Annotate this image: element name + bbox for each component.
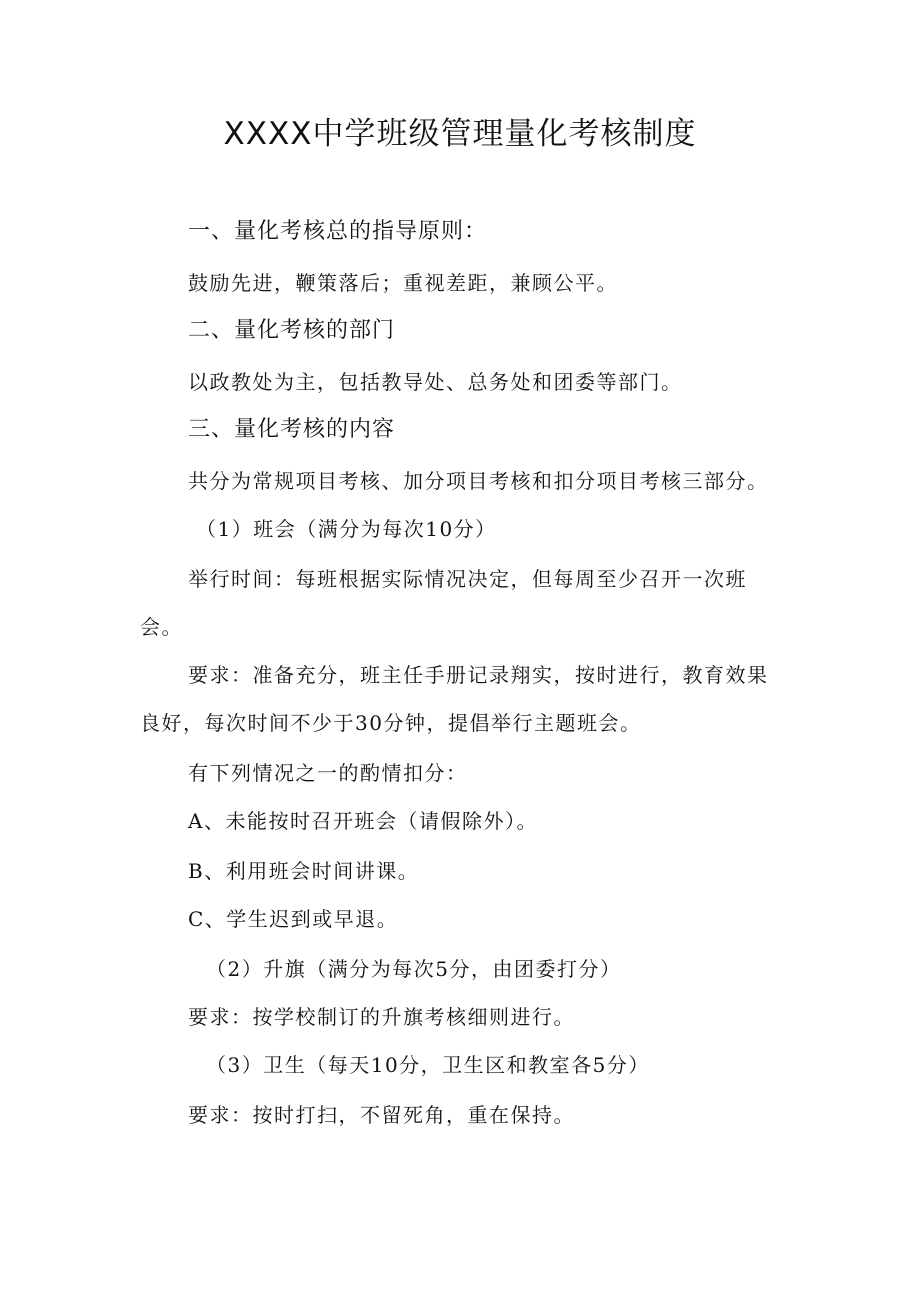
class-meeting-time-line-2: 会。 bbox=[140, 615, 183, 639]
class-meeting-time-line-1: 举行时间：每班根据实际情况决定，但每周至少召开一次班 bbox=[188, 567, 747, 591]
deduction-item-a: A、未能按时召开班会（请假除外）。 bbox=[188, 809, 538, 833]
class-meeting-requirement-line-1: 要求：准备充分，班主任手册记录翔实，按时进行，教育效果 bbox=[188, 663, 769, 687]
content-intro-text: 共分为常规项目考核、加分项目考核和扣分项目考核三部分。 bbox=[188, 469, 769, 493]
hygiene-requirement: 要求：按时打扫，不留死角，重在保持。 bbox=[188, 1103, 575, 1127]
departments-text: 以政教处为主，包括教导处、总务处和团委等部门。 bbox=[188, 370, 683, 394]
flag-raising-requirement: 要求：按学校制订的升旗考核细则进行。 bbox=[188, 1005, 575, 1029]
item-flag-raising-heading: （2）升旗（满分为每次5分，由团委打分） bbox=[206, 957, 622, 981]
document-title: XXXX中学班级管理量化考核制度 bbox=[223, 116, 697, 152]
section-heading-departments: 二、量化考核的部门 bbox=[188, 318, 396, 343]
deduction-item-b: B、利用班会时间讲课。 bbox=[188, 859, 420, 883]
section-heading-principles: 一、量化考核总的指导原则： bbox=[188, 219, 488, 244]
deduction-intro-text: 有下列情况之一的酌情扣分： bbox=[188, 761, 468, 785]
item-hygiene-heading: （3）卫生（每天10分，卫生区和教室各5分） bbox=[206, 1053, 650, 1077]
principles-text: 鼓励先进，鞭策落后；重视差距，兼顾公平。 bbox=[188, 271, 618, 295]
class-meeting-requirement-line-2: 良好，每次时间不少于30分钟，提倡举行主题班会。 bbox=[140, 711, 642, 735]
section-heading-content: 三、量化考核的内容 bbox=[188, 417, 396, 442]
item-class-meeting-heading: （1）班会（满分为每次10分） bbox=[196, 517, 497, 541]
deduction-item-c: C、学生迟到或早退。 bbox=[188, 907, 399, 931]
